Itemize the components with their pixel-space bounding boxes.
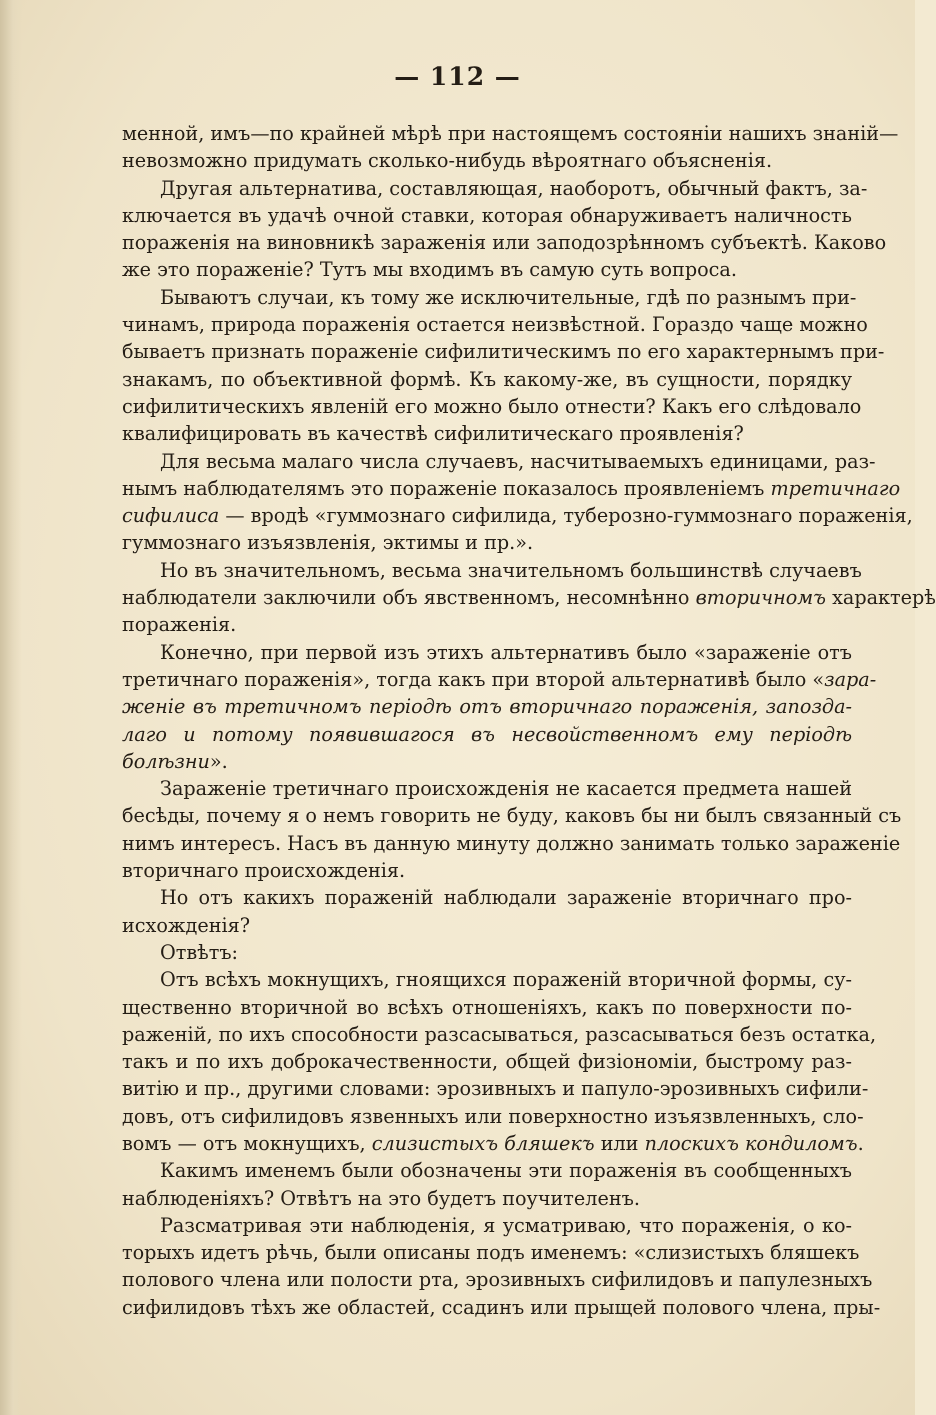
text-line: бываетъ признать пораженіе сифилитическимъ по его характернымъ при- (122, 340, 885, 364)
text-line: женіе въ третичномъ періодѣ отъ вторичнаго пораженія, запозда- (122, 695, 852, 719)
text-line: Отъ всѣхъ мокнущихъ, гноящихся пораженій вторичной формы, су- (160, 968, 852, 992)
text-line: невозможно придумать сколько-нибудь вѣроятнаго объясненія. (122, 149, 773, 173)
text-line: Разсматривая эти наблюденія, я усматриваю, что пораженія, о ко- (160, 1213, 852, 1237)
text-line: чинамъ, природа пораженія остается неизвѣстной. Гораздо чаще можно (122, 313, 868, 337)
text-line: наблюдатели заключили объ явственномъ, несомнѣнно вторичномъ характерѣ (122, 586, 936, 610)
text-line: такъ и по ихъ доброкачественности, общей физіономіи, быстрому раз- (122, 1050, 852, 1074)
text-line: наблюденіяхъ? Отвѣтъ на это будетъ поучителенъ. (122, 1186, 640, 1210)
text-line: Отвѣтъ: (160, 940, 239, 964)
text-line: довъ, отъ сифилидовъ язвенныхъ или поверхностно изъязвленныхъ, сло- (122, 1104, 864, 1128)
text-line: торыхъ идетъ рѣчь, были описаны подъ именемъ: «слизистыхъ бляшекъ (122, 1241, 860, 1265)
text-line: Бываютъ случаи, къ тому же исключительные, гдѣ по разнымъ при- (160, 285, 857, 309)
binding-gutter (0, 0, 22, 1415)
page-number: — 112 — (394, 62, 521, 91)
text-line: раженій, по ихъ способности разсасываться, разсасываться безъ остатка, (122, 1022, 877, 1046)
text-line: гуммознаго изъязвленія, эктимы и пр.». (122, 531, 534, 555)
text-line: щественно вторичной во всѣхъ отношеніяхъ, какъ по поверхности по- (122, 995, 852, 1019)
text-line: менной, имъ—по крайней мѣрѣ при настоящемъ состояніи нашихъ знаній— (122, 122, 899, 145)
text-line: вомъ — отъ мокнущихъ, слизистыхъ бляшекъ или плоскихъ кондиломъ. (122, 1131, 864, 1155)
text-line: Зараженіе третичнаго происхожденія не касается предмета нашей (160, 777, 852, 801)
text-line: пораженія на виновникѣ зараженія или заподозрѣнномъ субъектѣ. Каково (122, 231, 887, 255)
text-line: квалифицировать въ качествѣ сифилитическаго проявленія? (122, 422, 744, 446)
text-line: Для весьма малаго числа случаевъ, насчитываемыхъ единицами, раз- (160, 449, 876, 473)
text-line: сифилиса — вродѣ «гуммознаго сифилида, туберозно-гуммознаго пораженія, (122, 504, 913, 528)
text-line: исхожденія? (122, 913, 251, 937)
text-line: полового члена или полости рта, эрозивныхъ сифилидовъ и папулезныхъ (122, 1268, 873, 1292)
text-line: Но въ значительномъ, весьма значительномъ большинствѣ случаевъ (160, 558, 862, 582)
text-line: болѣзни». (122, 749, 228, 773)
text-line: сифилидовъ тѣхъ же областей, ссадинъ или прыщей полового члена, пры- (122, 1295, 881, 1319)
text-line: третичнаго пораженія», тогда какъ при второй альтернативѣ было «зара- (122, 667, 877, 691)
body-text (122, 120, 936, 1321)
text-line: нимъ интересъ. Насъ въ данную минуту должно занимать только зараженіе (122, 831, 901, 855)
text-line: пораженія. (122, 613, 237, 637)
text-line: бесѣды, почему я о немъ говорить не буду, каковъ бы ни былъ связанный съ (122, 804, 902, 828)
text-line: же это пораженіе? Тутъ мы входимъ въ самую суть вопроса. (122, 258, 737, 282)
text-line: ключается въ удачѣ очной ставки, которая обнаруживаетъ наличность (122, 203, 852, 227)
text-line: нымъ наблюдателямъ это пораженіе показалось проявленіемъ третичнаго (122, 476, 901, 500)
text-line: вторичнаго происхожденія. (122, 859, 406, 883)
text-line: сифилитическихъ явленій его можно было отнести? Какъ его слѣдовало (122, 394, 862, 418)
text-line: знакамъ, по объективной формѣ. Къ какому-же, въ сущности, порядку (122, 367, 852, 391)
text-line: лаго и потому появившагося въ несвойственномъ ему періодѣ (122, 722, 852, 746)
text-line: Конечно, при первой изъ этихъ альтернативъ было «зараженіе отъ (160, 640, 852, 664)
text-line: Какимъ именемъ были обозначены эти пораженія въ сообщенныхъ (160, 1159, 852, 1183)
text-line: витію и пр., другими словами: эрозивныхъ и папуло-эрозивныхъ сифили- (122, 1077, 869, 1101)
text-line: Но отъ какихъ пораженій наблюдали зараженіе вторичнаго про- (160, 886, 852, 910)
text-line: Другая альтернатива, составляющая, наоборотъ, обычный фактъ, за- (160, 176, 868, 200)
